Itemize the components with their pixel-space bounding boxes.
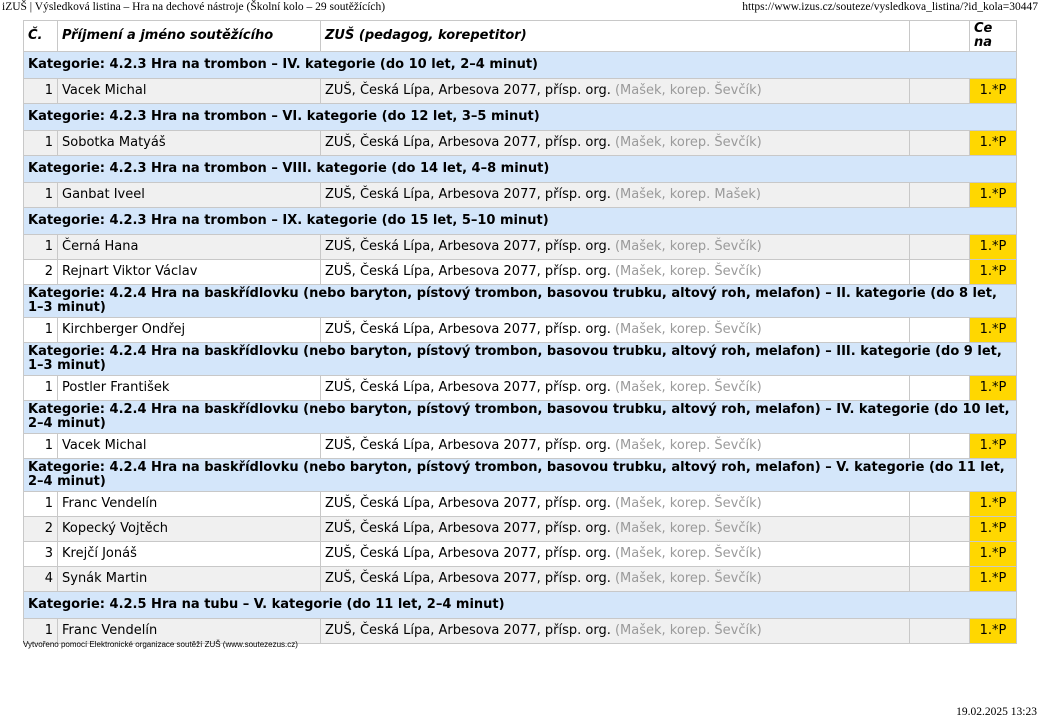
table-row: [24, 260, 1017, 285]
school-cell: [321, 131, 910, 156]
school-name: ZUŠ, Česká Lípa, Arbesova 2077, přísp. org.: [325, 571, 611, 586]
school-cell: [321, 235, 910, 260]
prize-cell: 1.*P: [970, 567, 1017, 592]
competitor-name: Kopecký Vojtěch: [58, 517, 321, 542]
prize-cell: 1.*P: [970, 79, 1017, 104]
prize-cell: 1.*P: [970, 434, 1017, 459]
school-name: ZUŠ, Česká Lípa, Arbesova 2077, přísp. org.: [325, 83, 611, 98]
row-number: 1: [24, 376, 58, 401]
school-cell: [321, 619, 910, 644]
prize-cell: 1.*P: [970, 376, 1017, 401]
school-cell: [321, 260, 910, 285]
extra-cell: [910, 492, 970, 517]
teachers: (Mašek, korep. Ševčík): [614, 521, 762, 536]
table-row: [24, 183, 1017, 208]
prize-cell: 1.*P: [970, 235, 1017, 260]
school-name: ZUŠ, Česká Lípa, Arbesova 2077, přísp. org.: [325, 322, 611, 337]
competitor-name: Sobotka Matyáš: [58, 131, 321, 156]
header-num: Č.: [24, 21, 58, 52]
prize-cell: 1.*P: [970, 260, 1017, 285]
row-number: 1: [24, 79, 58, 104]
teachers: (Mašek, korep. Ševčík): [614, 571, 762, 586]
category-row: [24, 208, 1017, 235]
competitor-name: Kirchberger Ondřej: [58, 318, 321, 343]
header-name: Příjmení a jméno soutěžícího: [58, 21, 321, 52]
extra-cell: [910, 567, 970, 592]
row-number: 3: [24, 542, 58, 567]
competitor-name: Rejnart Viktor Václav: [58, 260, 321, 285]
school-name: ZUŠ, Česká Lípa, Arbesova 2077, přísp. org.: [325, 135, 611, 150]
category-title: Kategorie: 4.2.4 Hra na baskřídlovku (nebo baryton, pístový trombon, basovou trubku, altový roh, melafon) – V. kategorie (do 11 let, 2–4 minut): [24, 459, 1017, 492]
competitor-name: Vacek Michal: [58, 434, 321, 459]
table-row: [24, 517, 1017, 542]
extra-cell: [910, 79, 970, 104]
page-url: https://www.izus.cz/souteze/vysledkova_listina/?id_kola=30447: [742, 1, 1038, 13]
row-number: 1: [24, 235, 58, 260]
table-row: [24, 542, 1017, 567]
competitor-name: Franc Vendelín: [58, 492, 321, 517]
print-timestamp: 19.02.2025 13:23: [956, 706, 1037, 718]
school-name: ZUŠ, Česká Lípa, Arbesova 2077, přísp. org.: [325, 187, 611, 202]
school-name: ZUŠ, Česká Lípa, Arbesova 2077, přísp. org.: [325, 438, 611, 453]
row-number: 1: [24, 318, 58, 343]
category-title: Kategorie: 4.2.3 Hra na trombon – VIII. kategorie (do 14 let, 4–8 minut): [24, 156, 1017, 183]
category-title: Kategorie: 4.2.4 Hra na baskřídlovku (nebo baryton, pístový trombon, basovou trubku, altový roh, melafon) – II. kategorie (do 8 let, 1–3 minut): [24, 285, 1017, 318]
school-name: ZUŠ, Česká Lípa, Arbesova 2077, přísp. org.: [325, 623, 611, 638]
teachers: (Mašek, korep. Ševčík): [614, 135, 762, 150]
prize-cell: 1.*P: [970, 183, 1017, 208]
table-row: [24, 376, 1017, 401]
teachers: (Mašek, korep. Ševčík): [614, 546, 762, 561]
school-cell: [321, 542, 910, 567]
school-cell: [321, 517, 910, 542]
table-header-row: [24, 21, 1017, 52]
extra-cell: [910, 131, 970, 156]
school-cell: [321, 567, 910, 592]
teachers: (Mašek, korep. Ševčík): [614, 623, 762, 638]
school-cell: [321, 434, 910, 459]
competitor-name: Černá Hana: [58, 235, 321, 260]
header-prize: Ce na: [970, 21, 1017, 52]
school-cell: [321, 318, 910, 343]
prize-cell: 1.*P: [970, 131, 1017, 156]
prize-cell: 1.*P: [970, 492, 1017, 517]
school-cell: [321, 183, 910, 208]
school-cell: [321, 376, 910, 401]
row-number: 1: [24, 434, 58, 459]
table-row: [24, 492, 1017, 517]
extra-cell: [910, 619, 970, 644]
teachers: (Mašek, korep. Ševčík): [614, 438, 762, 453]
category-row: [24, 285, 1017, 318]
table-row: [24, 434, 1017, 459]
category-title: Kategorie: 4.2.4 Hra na baskřídlovku (nebo baryton, pístový trombon, basovou trubku, altový roh, melafon) – IV. kategorie (do 10 let, 2–4 minut): [24, 401, 1017, 434]
table-row: [24, 79, 1017, 104]
extra-cell: [910, 183, 970, 208]
teachers: (Mašek, korep. Ševčík): [614, 264, 762, 279]
row-number: 2: [24, 260, 58, 285]
extra-cell: [910, 517, 970, 542]
competitor-name: Ganbat Iveel: [58, 183, 321, 208]
teachers: (Mašek, korep. Ševčík): [614, 380, 762, 395]
category-row: [24, 343, 1017, 376]
results-table: [23, 20, 1017, 644]
category-title: Kategorie: 4.2.3 Hra na trombon – VI. kategorie (do 12 let, 3–5 minut): [24, 104, 1017, 131]
school-name: ZUŠ, Česká Lípa, Arbesova 2077, přísp. org.: [325, 239, 611, 254]
competitor-name: Postler František: [58, 376, 321, 401]
table-row: [24, 131, 1017, 156]
extra-cell: [910, 542, 970, 567]
row-number: 1: [24, 131, 58, 156]
school-name: ZUŠ, Česká Lípa, Arbesova 2077, přísp. org.: [325, 380, 611, 395]
category-title: Kategorie: 4.2.5 Hra na tubu – V. kategorie (do 11 let, 2–4 minut): [24, 592, 1017, 619]
prize-cell: 1.*P: [970, 619, 1017, 644]
competitor-name: Vacek Michal: [58, 79, 321, 104]
extra-cell: [910, 434, 970, 459]
teachers: (Mašek, korep. Ševčík): [614, 83, 762, 98]
extra-cell: [910, 235, 970, 260]
row-number: 1: [24, 183, 58, 208]
school-cell: [321, 492, 910, 517]
footer-note: Vytvořeno pomocí Elektronické organizace soutěží ZUŠ (www.soutezezus.cz): [23, 640, 298, 649]
school-name: ZUŠ, Česká Lípa, Arbesova 2077, přísp. org.: [325, 264, 611, 279]
header-extra: [910, 21, 970, 52]
prize-cell: 1.*P: [970, 318, 1017, 343]
category-row: [24, 104, 1017, 131]
school-name: ZUŠ, Česká Lípa, Arbesova 2077, přísp. org.: [325, 546, 611, 561]
competitor-name: Franc Vendelín: [58, 619, 321, 644]
prize-cell: 1.*P: [970, 517, 1017, 542]
row-number: 1: [24, 492, 58, 517]
teachers: (Mašek, korep. Ševčík): [614, 322, 762, 337]
results-body: [24, 52, 1017, 644]
category-title: Kategorie: 4.2.3 Hra na trombon – IV. kategorie (do 10 let, 2–4 minut): [24, 52, 1017, 79]
prize-cell: 1.*P: [970, 542, 1017, 567]
header-school: ZUŠ (pedagog, korepetitor): [321, 21, 910, 52]
competitor-name: Synák Martin: [58, 567, 321, 592]
category-row: [24, 401, 1017, 434]
print-header: [0, 0, 1040, 14]
category-row: [24, 459, 1017, 492]
extra-cell: [910, 318, 970, 343]
row-number: 2: [24, 517, 58, 542]
category-row: [24, 592, 1017, 619]
category-title: Kategorie: 4.2.4 Hra na baskřídlovku (nebo baryton, pístový trombon, basovou trubku, altový roh, melafon) – III. kategorie (do 9 let, 1–3 minut): [24, 343, 1017, 376]
page-title: iZUŠ | Výsledková listina – Hra na dechové nástroje (Školní kolo – 29 soutěžících): [2, 1, 386, 13]
school-name: ZUŠ, Česká Lípa, Arbesova 2077, přísp. org.: [325, 496, 611, 511]
teachers: (Mašek, korep. Mašek): [614, 187, 761, 202]
school-cell: [321, 79, 910, 104]
category-title: Kategorie: 4.2.3 Hra na trombon – IX. kategorie (do 15 let, 5–10 minut): [24, 208, 1017, 235]
table-row: [24, 567, 1017, 592]
competitor-name: Krejčí Jonáš: [58, 542, 321, 567]
category-row: [24, 156, 1017, 183]
table-row: [24, 318, 1017, 343]
teachers: (Mašek, korep. Ševčík): [614, 496, 762, 511]
row-number: 1: [24, 619, 58, 644]
row-number: 4: [24, 567, 58, 592]
category-row: [24, 52, 1017, 79]
teachers: (Mašek, korep. Ševčík): [614, 239, 762, 254]
table-row: [24, 235, 1017, 260]
extra-cell: [910, 376, 970, 401]
extra-cell: [910, 260, 970, 285]
school-name: ZUŠ, Česká Lípa, Arbesova 2077, přísp. org.: [325, 521, 611, 536]
